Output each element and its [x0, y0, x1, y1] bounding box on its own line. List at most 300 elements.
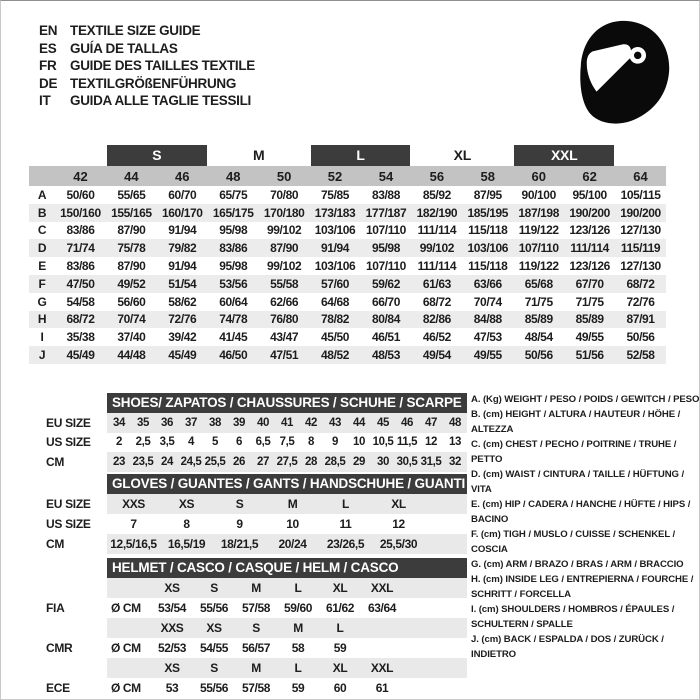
size-cell: 16,5/19 [167, 537, 206, 551]
measurement-cell: 68/72 [422, 294, 451, 309]
measurement-cell: 123/126 [569, 223, 610, 238]
size-cell: 61/62 [325, 601, 355, 615]
measurement-cell: 83/86 [66, 223, 95, 238]
row-label: ECE [46, 681, 70, 695]
language-code: ES [39, 40, 57, 56]
measurement-cell: 74/78 [219, 312, 248, 327]
measurement-cell: 70/80 [270, 187, 299, 202]
measurement-cell: 75/78 [117, 241, 146, 256]
size-column-header: 50 [276, 168, 292, 184]
size-cell: L [294, 661, 302, 675]
row-values [107, 534, 467, 554]
measurement-cell: 43/47 [270, 330, 299, 345]
size-cell: 52/53 [157, 641, 187, 655]
measurement-cell: 160/170 [162, 205, 203, 220]
measurement-cell: 55/65 [117, 187, 146, 202]
row-label: CM [46, 454, 65, 469]
measurement-cell: 49/55 [575, 330, 604, 345]
measurement-cell: 79/82 [168, 241, 197, 256]
legend-item: C. (cm) CHEST / PECHO / POITRINE / TRUHE / PETTO [471, 439, 677, 465]
measurement-cell: 107/110 [365, 259, 406, 274]
measurement-cell: 103/106 [314, 259, 356, 274]
legend-item: G. (cm) ARM / BRAZO / BRAS / ARM / BRACCIO [471, 559, 684, 570]
measurement-cell: 76/80 [270, 312, 299, 327]
size-cell: M [287, 497, 298, 511]
measurement-cell: 47/51 [270, 348, 299, 363]
row-label [46, 658, 107, 678]
row-label: D [37, 241, 47, 256]
measurement-cell: 99/102 [419, 241, 455, 256]
measurement-cell: 46/52 [422, 330, 451, 345]
size-number-band [29, 166, 666, 186]
size-cell: 45 [377, 416, 389, 429]
measurement-cell: 87/95 [473, 187, 502, 202]
row-values [107, 494, 467, 514]
measurement-cell: 103/106 [467, 241, 509, 256]
legend-item: F. (cm) TIGH / MUSLO / CUISSE / SCHENKEL / COSCIA [471, 529, 676, 555]
measurement-cell: 82/86 [422, 312, 451, 327]
measurement-cell: 91/94 [168, 223, 197, 238]
measurement-cell: 45/50 [321, 330, 350, 345]
measurement-cell: 37/40 [117, 330, 146, 345]
measurement-cell: 85/92 [422, 187, 451, 202]
gloves-section [46, 474, 467, 554]
size-cell: 25,5/30 [379, 537, 418, 551]
measurement-cell: 39/42 [168, 330, 197, 345]
size-column-header: 54 [378, 168, 394, 184]
size-cell: 59 [291, 681, 305, 695]
size-cell: XL [332, 581, 348, 595]
row-values [107, 578, 467, 598]
measurement-cell: 66/70 [371, 294, 400, 309]
measurement-cell: 99/102 [266, 259, 302, 274]
racing-helmet-icon [574, 17, 672, 127]
shoes-section [46, 393, 467, 472]
size-cell: 27,5 [276, 455, 298, 468]
measurement-cell: 55/58 [270, 276, 299, 291]
size-cell: XXS [122, 497, 145, 511]
row-values [107, 413, 467, 433]
measurement-cell: 75/85 [321, 187, 350, 202]
measurement-cell: 87/90 [270, 241, 299, 256]
size-cell: 63/64 [367, 601, 397, 615]
table-row [46, 598, 467, 618]
measurement-cell: 87/91 [626, 312, 655, 327]
size-cell: 42 [305, 416, 317, 429]
size-cell: 23,5 [132, 455, 154, 468]
size-cell: 4 [188, 436, 194, 449]
size-cell: 54/55 [199, 641, 229, 655]
measurement-cell: 190/200 [620, 205, 661, 220]
size-cell: 38 [209, 416, 221, 429]
measurement-cell: 107/110 [365, 223, 406, 238]
size-cell: 34 [113, 416, 125, 429]
language-code: DE [39, 75, 58, 91]
measurement-cell: 103/106 [314, 223, 356, 238]
size-cell: 2,5 [135, 436, 151, 449]
measurement-cell: 48/52 [321, 348, 350, 363]
size-cell: 10 [286, 517, 299, 531]
size-column-header: 56 [429, 168, 445, 184]
measurement-cell: 95/98 [219, 259, 248, 274]
measurement-cell: 50/56 [524, 348, 553, 363]
measurement-cell: 60/70 [168, 187, 197, 202]
size-cell: 41 [281, 416, 293, 429]
measurement-cell: 49/55 [473, 348, 502, 363]
size-cell: 57/58 [241, 601, 271, 615]
row-values [107, 433, 467, 453]
measurement-cell: 71/75 [524, 294, 553, 309]
language-list [39, 22, 255, 110]
legend-item: I. (cm) SHOULDERS / HOMBROS / ÉPAULES / SCHULTERN / SPALLE [471, 604, 675, 630]
size-cell: 47 [425, 416, 437, 429]
measurement-cell: 50/60 [66, 187, 95, 202]
row-label: US SIZE [46, 435, 91, 450]
row-label: B [37, 205, 47, 220]
measurement-cell: 54/58 [66, 294, 95, 309]
measurement-cell: 150/160 [60, 205, 101, 220]
measurement-cell: 65/75 [219, 187, 248, 202]
size-column-header: 46 [175, 168, 190, 184]
measurement-cell: 115/119 [620, 241, 661, 256]
size-column-header: 64 [633, 168, 648, 184]
row-label: FIA [46, 601, 65, 615]
measurement-cell: 123/126 [569, 259, 610, 274]
measurement-cell: 68/72 [66, 312, 95, 327]
size-cell: S [252, 621, 260, 635]
size-group-m: M [252, 147, 265, 163]
measurement-cell: 50/56 [626, 330, 655, 345]
diameter-label: Ø CM [111, 681, 141, 695]
language-label: TEXTILE SIZE GUIDE [70, 23, 201, 39]
measurement-cell: 68/72 [626, 276, 655, 291]
size-cell: 60 [333, 681, 347, 695]
size-cell: XXL [370, 661, 394, 675]
size-cell: 29 [353, 455, 365, 468]
measurement-cell: 177/187 [365, 205, 407, 220]
size-cell: 24 [161, 455, 173, 468]
measurement-cell: 56/60 [117, 294, 146, 309]
measurement-cell: 111/114 [417, 259, 457, 274]
table-row [46, 678, 467, 698]
measurement-cell: 80/84 [371, 312, 400, 327]
row-values [107, 598, 467, 618]
measurement-cell: 95/98 [371, 241, 400, 256]
size-cell: XS [206, 621, 222, 635]
size-group-xxl: XXL [514, 145, 614, 166]
measurement-cell: 107/110 [518, 241, 559, 256]
size-cell: 3,5 [159, 436, 175, 449]
size-cell: 30,5 [396, 455, 418, 468]
row-label: EU SIZE [46, 415, 91, 430]
measurement-cell: 41/45 [219, 330, 248, 345]
measurement-cell: 111/114 [417, 223, 457, 238]
size-column-header: 60 [531, 168, 546, 184]
row-label: CMR [46, 641, 73, 655]
language-label: GUÍA DE TALLAS [70, 40, 178, 56]
table-row [29, 275, 666, 293]
size-cell: 36 [161, 416, 173, 429]
gloves-rows [46, 494, 467, 554]
size-cell: 11,5 [396, 436, 418, 449]
row-label: G [37, 294, 47, 309]
size-group-s: S [107, 145, 207, 166]
table-row [29, 311, 666, 329]
measurement-cell: 105/115 [620, 187, 661, 202]
measurement-cell: 90/100 [521, 187, 556, 202]
table-row [29, 222, 666, 240]
size-cell: 59/60 [283, 601, 313, 615]
size-cell: 6 [236, 436, 242, 449]
measurement-cell: 187/198 [518, 205, 559, 220]
measurement-cell: 64/68 [321, 294, 350, 309]
size-cell: 11 [339, 517, 352, 531]
row-label: I [40, 330, 44, 345]
measurement-cell: 91/94 [321, 241, 350, 256]
row-values [107, 618, 467, 638]
measurement-cell: 83/86 [66, 259, 95, 274]
table-row [46, 578, 467, 598]
row-values [107, 514, 467, 534]
size-cell: 58 [291, 641, 305, 655]
shoes-section-title: SHOES/ ZAPATOS / CHAUSSURES / SCHUHE / SCARPE [107, 393, 467, 413]
size-cell: 12 [425, 436, 437, 449]
measurement-cell: 48/54 [524, 330, 553, 345]
row-label: J [38, 348, 46, 363]
measurement-cell: 47/53 [473, 330, 502, 345]
size-cell: 55/56 [199, 681, 229, 695]
size-cell: L [294, 581, 302, 595]
legend-item: D. (cm) WAIST / CINTURA / TAILLE / HÜFTUNG / VITA [471, 469, 685, 495]
size-cell: M [251, 581, 261, 595]
table-row [29, 293, 666, 311]
row-label: C [37, 223, 47, 238]
size-cell: 26 [233, 455, 245, 468]
size-cell: 8 [183, 517, 190, 531]
measurement-cell: 44/48 [117, 348, 146, 363]
size-cell: 7 [130, 517, 137, 531]
measurement-cell: 45/49 [168, 348, 197, 363]
size-cell: 28 [305, 455, 317, 468]
measurement-cell: 115/118 [468, 223, 508, 238]
measurement-cell: 46/50 [219, 348, 248, 363]
size-cell: 46 [401, 416, 413, 429]
table-row [46, 433, 467, 453]
row-label [46, 578, 107, 598]
measurement-cell: 83/88 [371, 187, 400, 202]
measurement-cell: 70/74 [473, 294, 502, 309]
row-label: A [37, 187, 47, 202]
helmet-rows [46, 578, 467, 698]
size-cell: 35 [137, 416, 149, 429]
measurement-cell: 51/54 [168, 276, 197, 291]
size-cell: 56/57 [241, 641, 271, 655]
size-column-header: 62 [582, 168, 597, 184]
row-label: EU SIZE [46, 497, 91, 511]
measurement-cell: 45/49 [66, 348, 95, 363]
measurement-cell: 170/180 [263, 205, 305, 220]
size-cell: XS [178, 497, 195, 511]
table-row [46, 658, 467, 678]
size-cell: 9 [236, 517, 243, 531]
size-cell: 55/56 [199, 601, 229, 615]
size-cell: 8 [308, 436, 314, 449]
language-row [39, 40, 255, 58]
size-cell: 5 [212, 436, 218, 449]
size-cell: 27 [257, 455, 269, 468]
measurement-cell: 67/70 [575, 276, 604, 291]
row-label: CM [46, 537, 65, 551]
table-row [46, 534, 467, 554]
size-cell: 23/26,5 [326, 537, 365, 551]
measurement-cell: 53/56 [219, 276, 248, 291]
measurement-cell: 85/89 [524, 312, 553, 327]
table-row [46, 494, 467, 514]
row-label: US SIZE [46, 517, 91, 531]
size-cell: 43 [329, 416, 341, 429]
legend-item: B. (cm) HEIGHT / ALTURA / HAUTEUR / HÖHE / ALTEZZA [471, 409, 681, 435]
measurement-cell: 65/68 [524, 276, 553, 291]
language-code: EN [39, 23, 58, 39]
size-cell: 25,5 [204, 455, 226, 468]
size-column-header: 48 [225, 168, 241, 184]
size-column-header: 58 [480, 168, 496, 184]
size-cell: 44 [353, 416, 365, 429]
size-group-row [29, 145, 666, 166]
measurement-cell: 35/38 [66, 330, 95, 345]
measurement-cell: 51/56 [575, 348, 604, 363]
measurement-cell: 49/54 [422, 348, 451, 363]
measurement-cell: 83/86 [219, 241, 248, 256]
legend-item: E. (cm) HIP / CADERA / HANCHE / HÜFTE / HIPS / BACINO [471, 499, 691, 525]
row-label: H [37, 312, 47, 327]
table-row [29, 239, 666, 257]
legend-item: H. (cm) INSIDE LEG / ENTREPIERNA / FOURCHE / SCHRITT / FORCELLA [471, 574, 694, 600]
measurement-cell: 165/175 [212, 205, 254, 220]
table-row [29, 257, 666, 275]
table-row [29, 186, 666, 204]
size-cell: 59 [333, 641, 347, 655]
measurement-cell: 85/89 [575, 312, 604, 327]
measurement-legend [471, 392, 700, 662]
size-cell: 20/24 [278, 537, 307, 551]
row-values [107, 658, 467, 678]
helmet-section-title: HELMET / CASCO / CASQUE / HELM / CASCO [107, 558, 467, 578]
measurement-cell: 70/74 [117, 312, 146, 327]
size-cell: 53 [165, 681, 179, 695]
diameter-label: Ø CM [111, 641, 141, 655]
measurement-cell: 182/190 [416, 205, 458, 220]
helmet-section [46, 558, 467, 698]
size-cell: 12,5/16,5 [110, 537, 157, 551]
measurement-cell: 185/195 [467, 205, 509, 220]
language-row [39, 57, 255, 75]
table-row [46, 638, 467, 658]
table-row [29, 328, 666, 346]
table-row [29, 204, 666, 222]
size-group-xl: XL [453, 147, 471, 163]
measurement-cell: 49/52 [117, 276, 146, 291]
measurement-cell: 61/63 [422, 276, 451, 291]
size-cell: 28,5 [324, 455, 346, 468]
measurement-cell: 99/102 [266, 223, 302, 238]
language-row [39, 22, 255, 40]
measurement-cell: 95/100 [572, 187, 607, 202]
language-label: GUIDA ALLE TAGLIE TESSILI [70, 93, 251, 109]
measurement-cell: 63/66 [473, 276, 502, 291]
size-cell: 53/54 [157, 601, 187, 615]
size-cell: 30 [377, 455, 389, 468]
measurement-cell: 60/64 [219, 294, 248, 309]
size-cell: 61 [375, 681, 389, 695]
measurement-cell: 57/60 [321, 276, 350, 291]
legend-item: A. (Kg) WEIGHT / PESO / POIDS / GEWITCH / PESO [471, 394, 700, 405]
measurement-cell: 71/75 [575, 294, 604, 309]
table-row [46, 452, 467, 472]
language-code: IT [39, 93, 51, 109]
measurement-cell: 87/90 [117, 223, 146, 238]
size-cell: 48 [449, 416, 461, 429]
measurement-cell: 173/183 [314, 205, 356, 220]
row-label [46, 618, 107, 638]
size-cell: M [251, 661, 261, 675]
size-cell: XL [391, 497, 406, 511]
row-values [107, 638, 467, 658]
size-cell: 24,5 [180, 455, 202, 468]
language-label: GUIDE DES TAILLES TEXTILE [70, 58, 256, 74]
size-cell: 12 [392, 517, 405, 531]
measurement-cell: 84/88 [473, 312, 502, 327]
language-code: FR [39, 58, 57, 74]
table-row [29, 346, 666, 364]
table-row [46, 514, 467, 534]
size-cell: 10,5 [372, 436, 394, 449]
measurement-cell: 78/82 [321, 312, 350, 327]
measurement-cell: 72/76 [626, 294, 655, 309]
size-cell: 2 [116, 436, 122, 449]
size-cell: S [210, 661, 218, 675]
measurement-cell: 190/200 [569, 205, 610, 220]
size-cell: XXS [160, 621, 184, 635]
size-group-l: L [311, 145, 411, 166]
size-column-header: 42 [73, 168, 88, 184]
language-row [39, 92, 255, 110]
size-cell: 37 [185, 416, 197, 429]
size-cell: XXL [370, 581, 394, 595]
measurement-cell: 47/50 [66, 276, 95, 291]
size-cell: 57/58 [241, 681, 271, 695]
measurement-cell: 46/51 [371, 330, 400, 345]
measurement-cell: 71/74 [66, 241, 95, 256]
size-cell: 23 [113, 455, 125, 468]
row-label: E [38, 259, 46, 274]
measurement-cell: 48/53 [371, 348, 400, 363]
size-cell: 39 [233, 416, 245, 429]
measurement-cell: 115/118 [468, 259, 508, 274]
row-values [107, 678, 467, 698]
measurement-cell: 87/90 [117, 259, 146, 274]
size-cell: S [235, 497, 244, 511]
measurement-cell: 111/114 [570, 241, 609, 256]
measurement-cell: 72/76 [168, 312, 197, 327]
measurement-cell: 127/130 [620, 223, 661, 238]
language-row [39, 75, 255, 93]
size-cell: XS [164, 661, 180, 675]
shoes-rows [46, 413, 467, 472]
size-cell: 31,5 [420, 455, 442, 468]
size-cell: XL [332, 661, 348, 675]
size-cell: S [210, 581, 218, 595]
